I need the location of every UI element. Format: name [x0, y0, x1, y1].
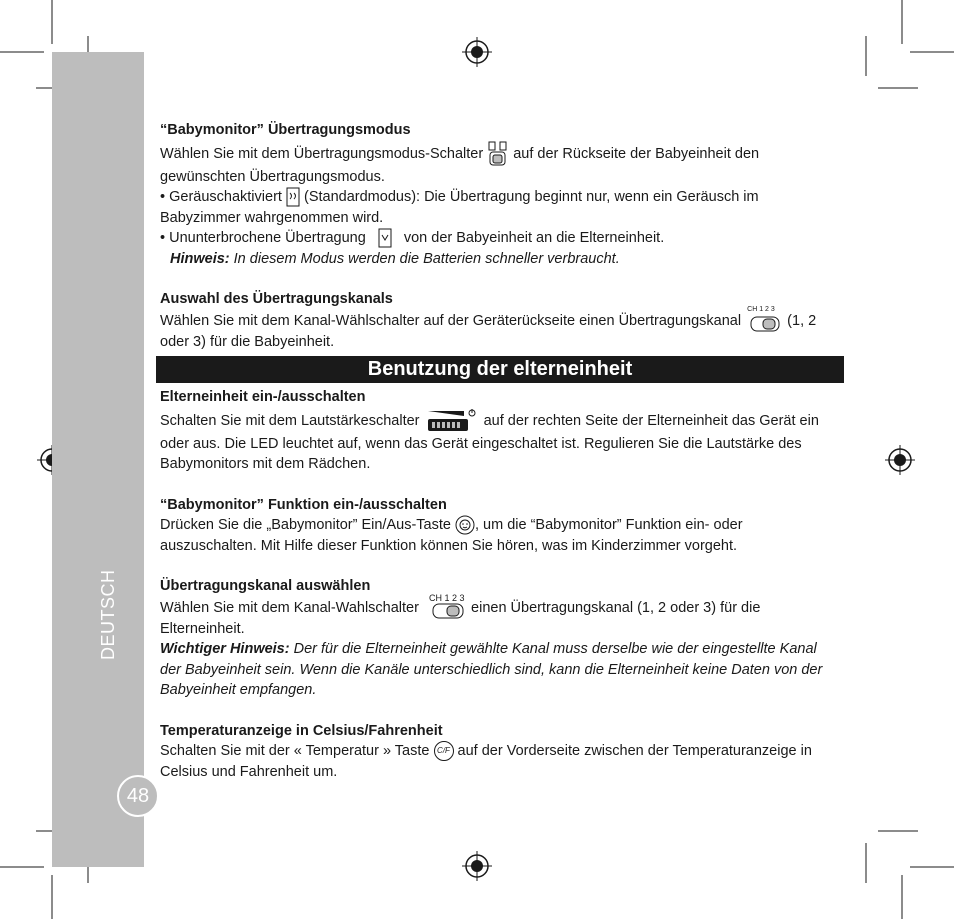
- continuous-transmission-icon: [370, 228, 400, 248]
- note: Hinweis: In diesem Modus werden die Batterien schneller verbraucht.: [170, 250, 620, 267]
- paragraph: Wählen Sie mit dem Übertragungsmodus-Schalter auf der Rückseite der Babyeinheit den gewünschten Übertragungsmodus.: [160, 141, 840, 188]
- page-content: [160, 120, 840, 782]
- bullet-item: • Ununterbrochene Übertragung von der Babyeinheit an die Elterneinheit.: [160, 228, 840, 249]
- channel-switch-icon: CH 1 2 3: [423, 597, 467, 619]
- section-banner: Benutzung der elterneinheit: [156, 356, 844, 383]
- baby-monitor-button-icon: [455, 515, 475, 535]
- section-title: “Babymonitor” Funktion ein-/ausschalten: [160, 496, 447, 513]
- language-sidebar: [52, 52, 144, 867]
- paragraph: Schalten Sie mit dem Lautstärkeschalter auf der rechten Seite der Elterneinheit das Gerät ein oder aus. Die LED leuchtet auf, wenn das Gerät eingeschaltet ist. Regulieren Sie die Lautstärke des Babymonitors mit dem Rädchen.: [160, 408, 840, 475]
- section-title: Auswahl des Übertragungskanals: [160, 291, 393, 307]
- sound-activated-icon: [286, 187, 300, 207]
- note: Wichtiger Hinweis: Der für die Elterneinheit gewählte Kanal muss derselbe wie der eingestellte Kanal der Babyeinheit sein. Wenn die Kanäle unterschiedlich sind, kann die Elterneinheit keine Daten von der Babyeinheit empfangen.: [160, 641, 823, 698]
- section-title: “Babymonitor” Übertragungsmodus: [160, 122, 411, 138]
- channel-switch-icon: CH 1 2 3: [745, 310, 783, 332]
- temperature-button-icon: C/F: [434, 741, 454, 761]
- paragraph: Wählen Sie mit dem Kanal-Wählschalter auf der Geräterückseite einen Übertragungskanal CH 1 2 3 (1, 2 oder 3) für die Babyeinheit.: [160, 305, 817, 350]
- registration-mark-right: [885, 445, 915, 475]
- registration-mark-bottom: [462, 851, 492, 881]
- mode-switch-icon: [487, 141, 509, 167]
- paragraph: Drücken Sie die „Babymonitor” Ein/Aus-Taste , um die “Babymonitor” Funktion ein- oder auszuschalten. Mit Hilfe dieser Funktion können Sie hören, was im Kinderzimmer vorgeht.: [160, 517, 743, 554]
- page-number: 48: [117, 775, 159, 817]
- bullet-item: • Geräuschaktiviert (Standardmodus): Die Übertragung beginnt nur, wenn ein Geräusch im Babyzimmer wahrgenommen wird.: [160, 189, 759, 226]
- volume-switch-icon: [424, 408, 480, 434]
- registration-mark-top: [462, 37, 492, 67]
- section-title: Elterneinheit ein-/ausschalten: [160, 389, 366, 405]
- paragraph: Schalten Sie mit der « Temperatur » Taste C/F auf der Vorderseite zwischen der Temperaturanzeige in Celsius und Fahrenheit um.: [160, 743, 812, 780]
- section-title: Temperaturanzeige in Celsius/Fahrenheit: [160, 722, 443, 739]
- paragraph: Wählen Sie mit dem Kanal-Wahlschalter CH 1 2 3 einen Übertragungskanal (1, 2 oder 3) für die Elterneinheit.: [160, 592, 761, 637]
- language-label: DEUTSCH: [98, 569, 118, 660]
- section-title: Übertragungskanal auswählen: [160, 578, 371, 594]
